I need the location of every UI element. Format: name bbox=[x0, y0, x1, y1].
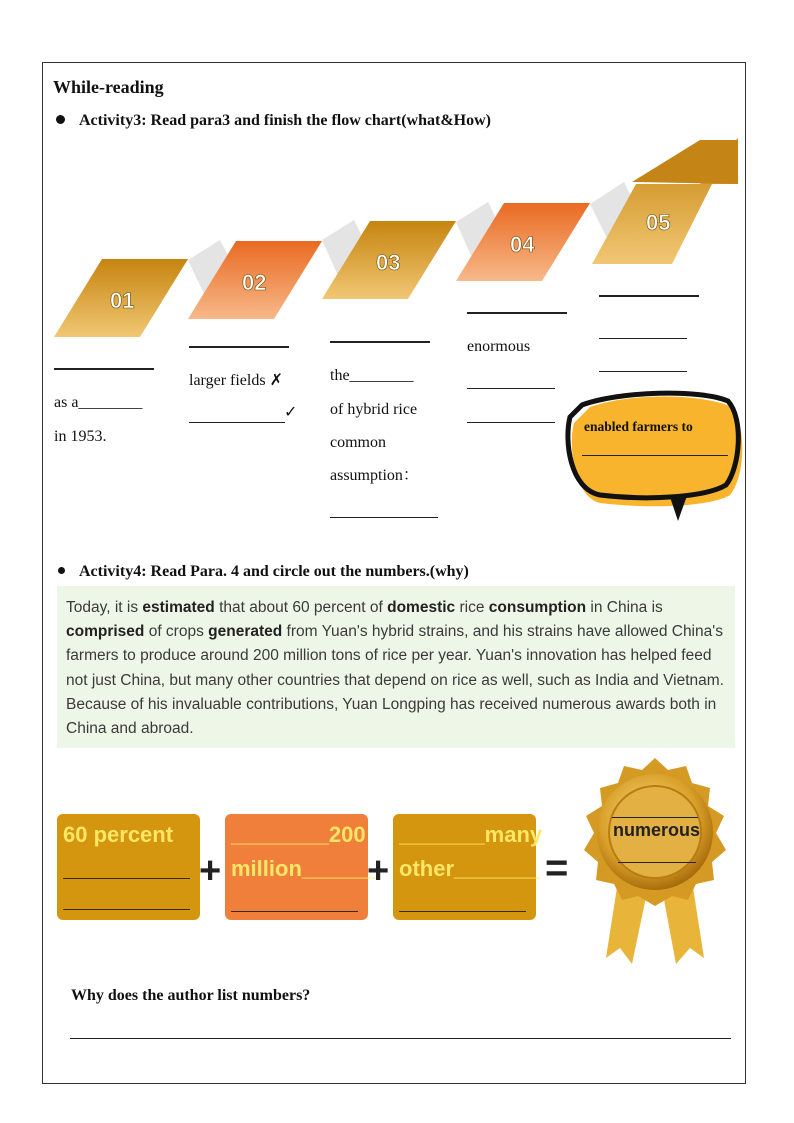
blank-line[interactable] bbox=[189, 422, 285, 423]
bullet-icon bbox=[56, 115, 65, 124]
callout-text: enabled farmers to bbox=[584, 419, 693, 434]
arrow-head bbox=[632, 140, 738, 184]
check-icon: ✓ bbox=[284, 404, 298, 421]
blank-line[interactable] bbox=[599, 295, 699, 297]
blank-line[interactable] bbox=[467, 388, 555, 389]
col3-line: of hybrid rice bbox=[330, 401, 418, 418]
blank-line[interactable] bbox=[618, 862, 696, 863]
number-box-many-other bbox=[393, 814, 543, 920]
cross-icon: ✗ bbox=[269, 372, 283, 389]
col2-larger-fields bbox=[189, 364, 283, 397]
blank-line[interactable] bbox=[599, 338, 687, 339]
blank-line[interactable] bbox=[599, 371, 687, 372]
blank-line[interactable] bbox=[54, 368, 154, 370]
step-label: 01 bbox=[110, 288, 135, 313]
activity3-text: Activity3: Read para3 and finish the flow chart(what&How) bbox=[79, 112, 491, 129]
plus-sign: + bbox=[199, 850, 222, 892]
activity4-title bbox=[58, 563, 469, 581]
blank-line[interactable] bbox=[231, 911, 358, 912]
step-label: 02 bbox=[242, 270, 267, 295]
blank-line[interactable] bbox=[189, 346, 289, 348]
box-label: other_______ bbox=[399, 856, 540, 881]
activity4-text: Activity4: Read Para. 4 and circle out the numbers.(why) bbox=[79, 563, 469, 580]
box-label: 60 percent bbox=[63, 822, 174, 847]
medal-icon bbox=[572, 758, 738, 972]
col3-line: the________ bbox=[330, 367, 414, 384]
col1-line: in 1953. bbox=[54, 428, 107, 445]
number-box-200-million bbox=[225, 814, 376, 920]
col4-line: enormous bbox=[467, 338, 531, 355]
blank-line[interactable] bbox=[467, 312, 567, 314]
step-label: 04 bbox=[510, 232, 535, 257]
blank-line[interactable] bbox=[63, 909, 190, 910]
step-label: 05 bbox=[646, 210, 671, 235]
box-label: ________200 bbox=[231, 822, 366, 847]
col1-line: as a________ bbox=[54, 394, 143, 411]
bullet-icon bbox=[58, 567, 65, 574]
col3-line: assumption： bbox=[330, 467, 419, 484]
section-heading: While-reading bbox=[53, 77, 164, 97]
blank-line[interactable] bbox=[467, 422, 555, 423]
blank-line[interactable] bbox=[612, 817, 698, 818]
col3-line: common bbox=[330, 434, 386, 451]
number-box-60-percent bbox=[57, 814, 200, 920]
blank-line[interactable] bbox=[330, 517, 438, 518]
blank-line[interactable] bbox=[582, 455, 728, 456]
col2-text: larger fields bbox=[189, 372, 266, 389]
blank-line[interactable] bbox=[399, 911, 526, 912]
equals-sign: = bbox=[545, 846, 569, 890]
flow-chart bbox=[0, 130, 794, 340]
box-label: million______ bbox=[231, 856, 376, 881]
question-text: Why does the author list numbers? bbox=[71, 987, 311, 1004]
blank-line[interactable] bbox=[63, 878, 190, 879]
activity3-title bbox=[56, 112, 491, 130]
box-label: _______many bbox=[399, 822, 543, 847]
step-label: 03 bbox=[376, 250, 401, 275]
answer-line[interactable] bbox=[70, 1038, 731, 1039]
medal-text: numerous bbox=[613, 820, 701, 840]
plus-sign: + bbox=[367, 850, 390, 892]
blank-line[interactable] bbox=[330, 341, 430, 343]
reading-paragraph: Today, it is estimated that about 60 percent of domestic rice consumption in China is comprised of crops generated from Yuan's hybrid strains, and his strains have allowed China's farmers to produce around 200 million tons of rice per year. Yuan's innovation has helped feed not just China, but many other countries that depend on rice as well, such as India and Vietnam. Because of his invaluable contributions, Yuan Longping has received numerous awards both in China and abroad. bbox=[57, 586, 735, 748]
